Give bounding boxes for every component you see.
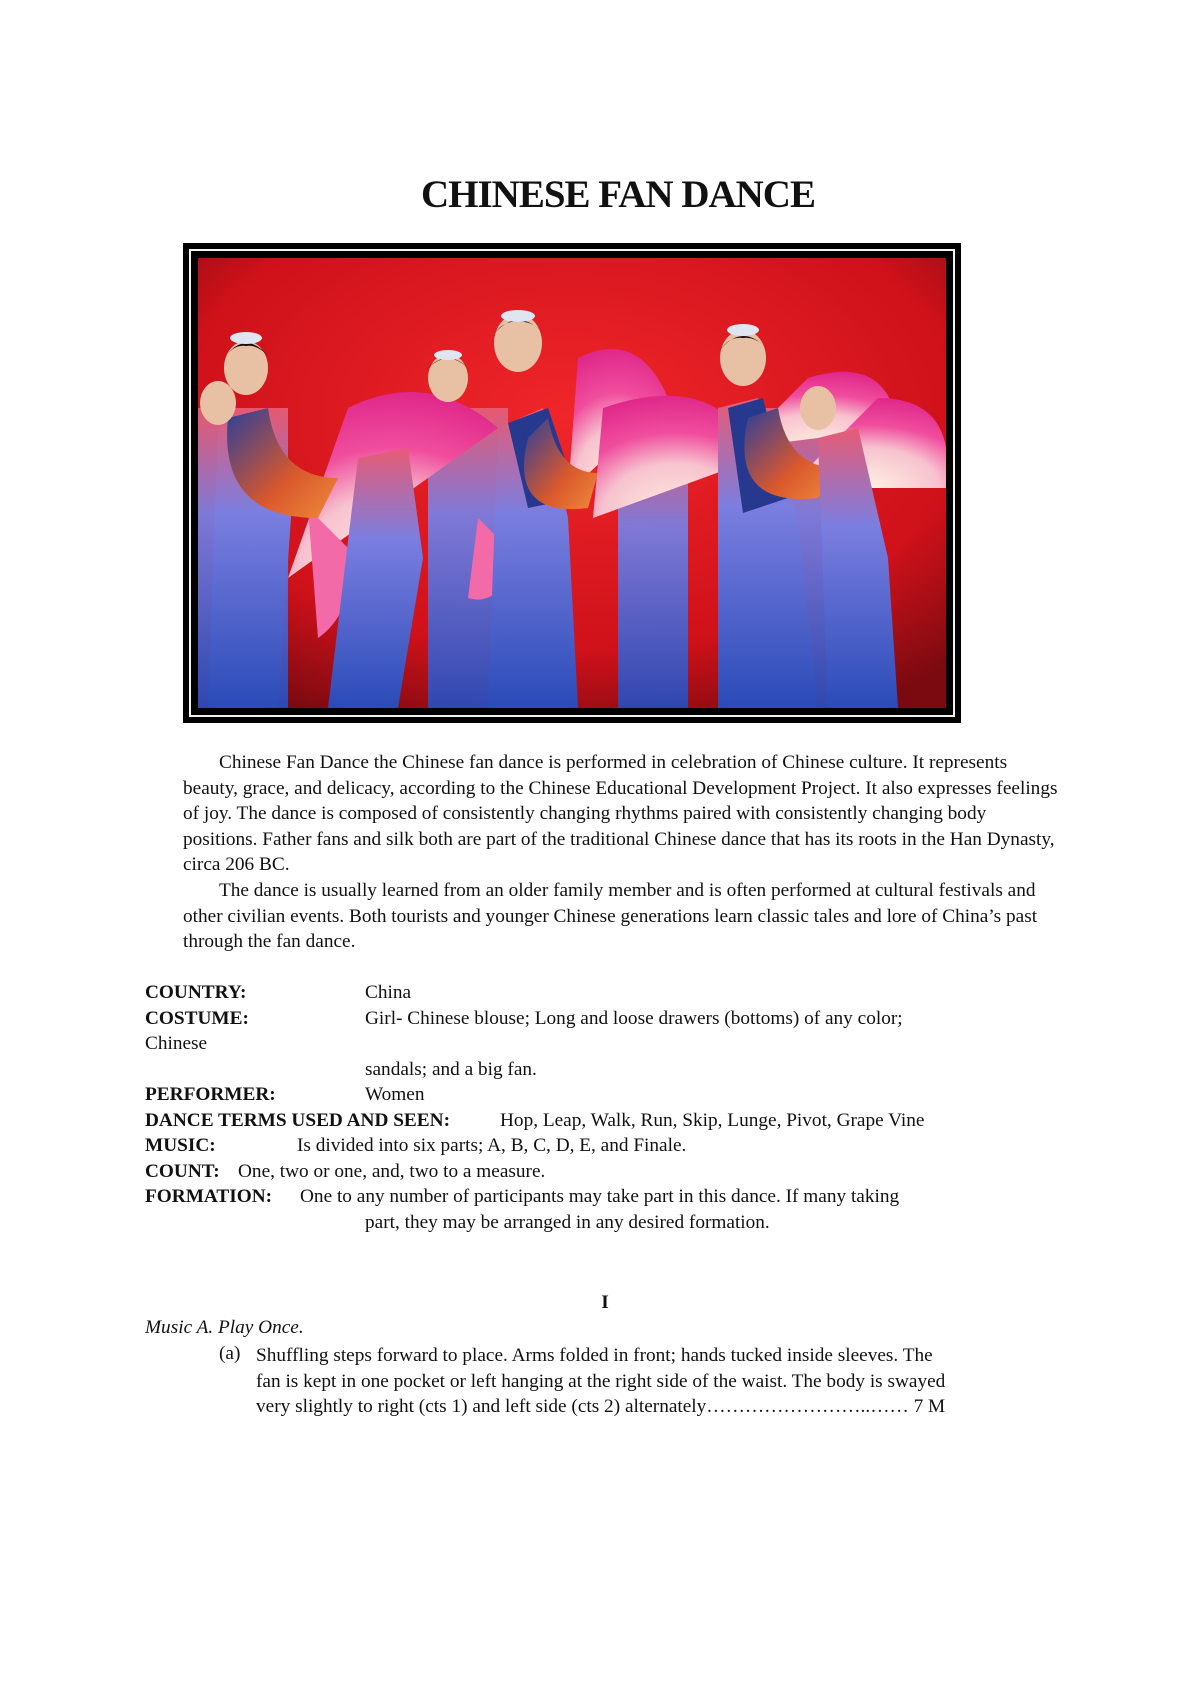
costume-label: COSTUME: <box>145 1008 249 1029</box>
step-line-3: very slightly to right (cts 1) and left side (cts 2) alternately……………………..…… 7 M <box>256 1396 946 1418</box>
dance-terms-label: DANCE TERMS USED AND SEEN: <box>145 1110 450 1131</box>
costume-value-1: Girl- Chinese blouse; Long and loose drawers (bottoms) of any color; <box>365 1008 903 1029</box>
step-marker: (a) <box>219 1343 241 1364</box>
step-line-2: fan is kept in one pocket or left hanging at the right side of the waist. The body is swayed <box>256 1370 946 1392</box>
costume-value-2: sandals; and a big fan. <box>365 1059 537 1080</box>
music-label: MUSIC: <box>145 1135 216 1156</box>
intro-paragraph-1 <box>183 750 1063 878</box>
section-numeral: I <box>601 1292 609 1313</box>
country-value: China <box>365 982 412 1003</box>
formation-value-1: One to any number of participants may take part in this dance. If many taking <box>300 1186 900 1207</box>
intro-text-1: Chinese Fan Dance the Chinese fan dance is performed in celebration of Chinese culture. It represents beauty, grace, and delicacy, according to the Chinese Educational Development Project. It also expresses feelings of joy. The dance is composed of consistently changing rhythms paired with consistently changing body positions. Father fans and silk both are part of the traditional Chinese dance that has its roots in the Han Dynasty, circa 206 BC. <box>183 752 1058 876</box>
intro-text-2: The dance is usually learned from an older family member and is often performed at cultural festivals and other civilian events. Both tourists and younger Chinese generations learn classic tales and lore of China’s past through the fan dance. <box>183 880 1038 953</box>
fan-dancers-image <box>198 258 946 708</box>
performer-value: Women <box>365 1084 425 1105</box>
dance-terms-value: Hop, Leap, Walk, Run, Skip, Lunge, Pivot, Grape Vine <box>500 1110 925 1131</box>
intro-paragraph-2 <box>183 878 1063 955</box>
step-description <box>256 1343 1056 1420</box>
step-line-1: Shuffling steps forward to place. Arms folded in front; hands tucked inside sleeves. The <box>256 1345 933 1366</box>
music-value: Is divided into six parts; A, B, C, D, E, and Finale. <box>297 1135 687 1156</box>
performer-label: PERFORMER: <box>145 1084 276 1105</box>
formation-label: FORMATION: <box>145 1186 273 1207</box>
dance-photo <box>183 243 961 723</box>
page-title: CHINESE FAN DANCE <box>421 173 815 216</box>
country-label: COUNTRY: <box>145 982 247 1003</box>
costume-value-wrap: Chinese <box>145 1033 208 1054</box>
music-a-heading: Music A. Play Once. <box>145 1317 304 1338</box>
count-value: One, two or one, and, two to a measure. <box>238 1161 546 1182</box>
formation-value-2: part, they may be arranged in any desired formation. <box>365 1212 770 1233</box>
count-label: COUNT: <box>145 1161 220 1182</box>
